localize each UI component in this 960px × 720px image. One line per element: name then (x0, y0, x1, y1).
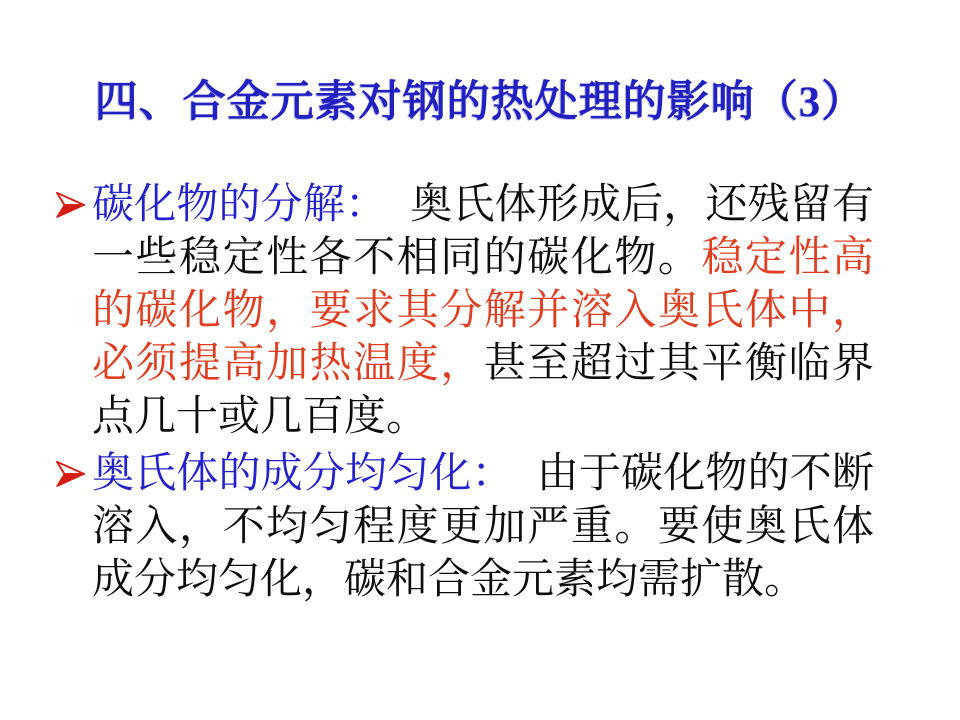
text-segment-lead: 奥氏体的成分均匀化： (92, 451, 514, 497)
bullet-item (56, 448, 874, 607)
text-segment-body: 甚至超过其平衡临界点几十或几百度。 (92, 341, 874, 440)
bullet-list (56, 179, 874, 611)
bullet-item (56, 179, 874, 444)
bullet-text (92, 448, 874, 607)
arrow-bullet-icon (56, 191, 86, 219)
arrow-bullet-icon (56, 460, 86, 488)
text-segment-body: 由于碳化物的不断溶入，不均匀程度更加严重。要使奥氏体成分均匀化，碳和合金元素均需扩散。 (92, 451, 874, 603)
slide-title: 四、合金元素对钢的热处理的影响（3） (94, 79, 866, 126)
text-segment-lead: 碳化物的分解： (92, 182, 388, 228)
bullet-text (92, 179, 874, 444)
text-segment-body: 奥氏体形成后，还残留有一些稳定性各不相同的碳化物。 (92, 182, 874, 281)
text-segment-emphasis: 稳定性高的碳化物，要求其分解并溶入奥氏体中，必须提高加热温度， (92, 235, 874, 387)
